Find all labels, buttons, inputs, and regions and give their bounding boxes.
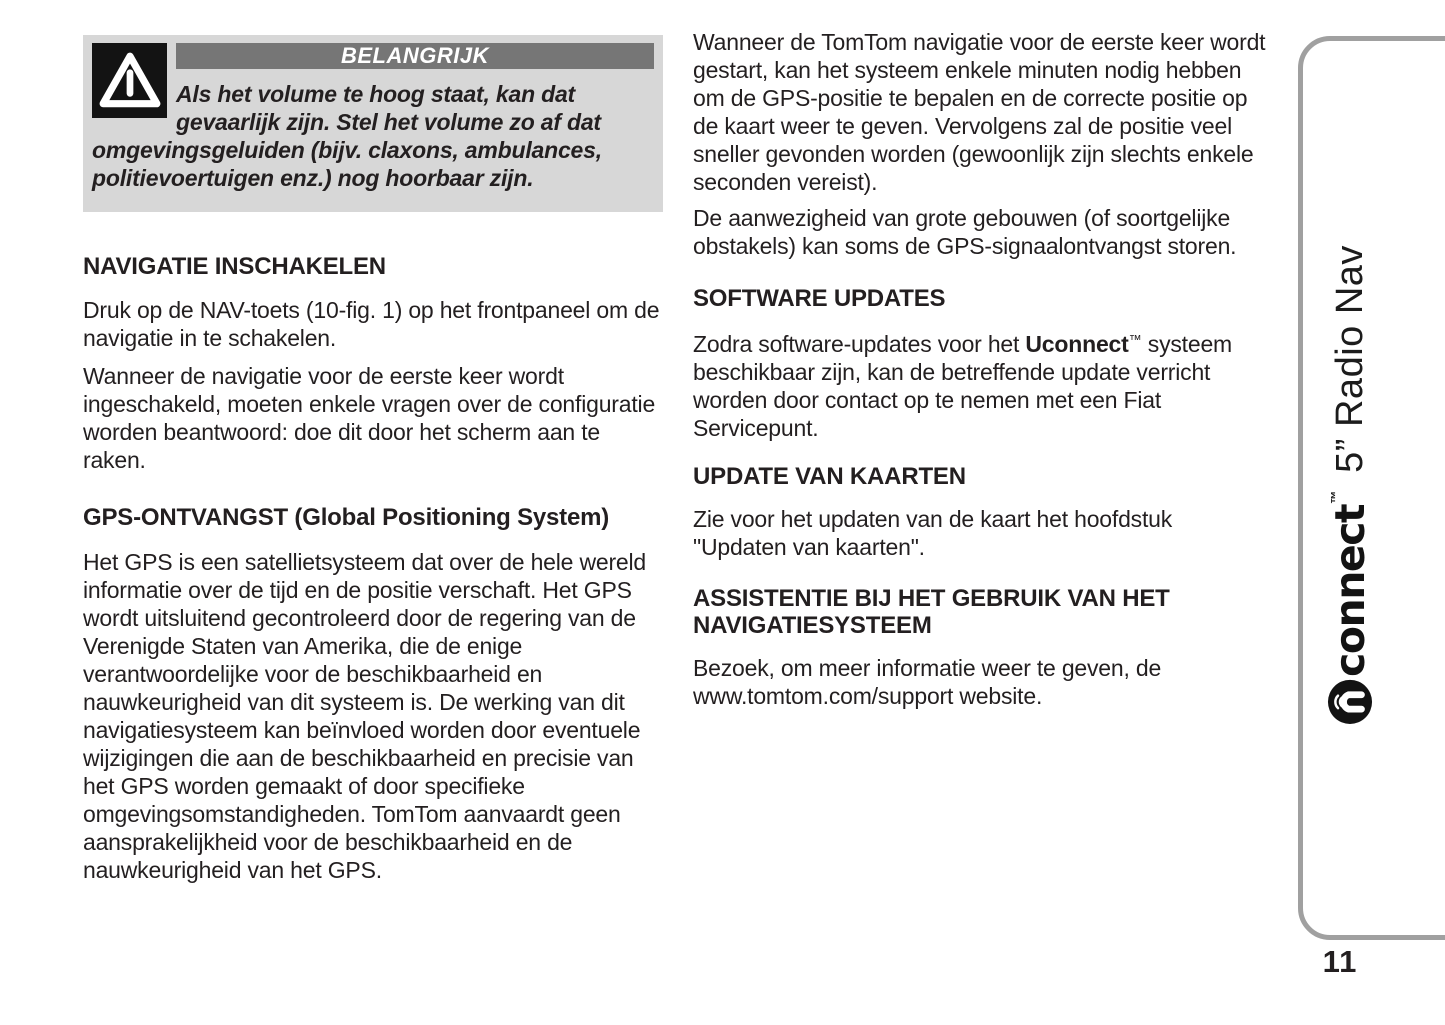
radio-nav-label: 5” Radio Nav — [1328, 245, 1371, 473]
heading-assistentie: ASSISTENTIE BIJ HET GEBRUIK VAN HET NAVIGATIESYSTEEM — [693, 585, 1170, 639]
heading-navigatie-inschakelen: NAVIGATIE INSCHAKELEN — [83, 253, 386, 280]
trademark-symbol: ™ — [1328, 490, 1343, 504]
heading-gps-ontvangst: GPS-ONTVANGST (Global Positioning System) — [83, 504, 610, 531]
right-column — [693, 28, 1271, 710]
warning-title: BELANGRIJK — [176, 43, 654, 69]
heading-software-updates: SOFTWARE UPDATES — [693, 285, 946, 312]
paragraph-nav-toets: Druk op de NAV-toets (10-fig. 1) op het frontpaneel om de navigatie in te schakelen. — [83, 297, 660, 351]
warning-triangle-icon — [92, 43, 167, 118]
uconnect-logo-icon — [1327, 679, 1373, 725]
uconnect-brand-text: Uconnect — [1025, 331, 1129, 357]
paragraph-software-updates — [693, 326, 1271, 442]
page-number: 11 — [1322, 944, 1358, 979]
paragraph-gps-uitleg: Het GPS is een satellietsysteem dat over de hele wereld informatie over de tijd en de positie verschaft. Het GPS wordt uitsluitend gecontroleerd door de regering van de Verenigde Staten van Amerika, die de enige verantwoordelijke voor de beschikbaarheid en nauwkeurigheid van dit systeem is. De werking van dit navigatiesysteem kan beïnvloed worden door eventuele wijzigingen die aan de beschikbaarheid en precisie van het GPS worden gemaakt of door specifieke omgevingsomstandigheden. TomTom aanvaardt geen aansprakelijkheid voor de beschikbaarheid en de nauwkeurigheid van het GPS. — [83, 549, 647, 883]
heading-update-van-kaarten: UPDATE VAN KAARTEN — [693, 463, 966, 490]
paragraph-eerste-keer-config: Wanneer de navigatie voor de eerste keer wordt ingeschakeld, moeten enkele vragen over de configuratie worden beantwoord: doe dit door het scherm aan te raken. — [83, 363, 656, 473]
paragraph-segment: Zodra software-updates voor het — [693, 331, 1026, 357]
uconnect-logotype: connect — [1326, 504, 1374, 677]
paragraph-assistentie-support: Bezoek, om meer informatie weer te geven, de www.tomtom.com/support website. — [693, 655, 1162, 709]
left-column — [83, 35, 663, 884]
paragraph-gebouwen-storing: De aanwezigheid van grote gebouwen (of soortgelijke obstakels) kan soms de GPS-signaalontvangst storen. — [693, 205, 1237, 259]
trademark-symbol: ™ — [1128, 332, 1142, 347]
warning-box — [83, 35, 663, 212]
paragraph-tomtom-eerste-start: Wanneer de TomTom navigatie voor de eerste keer wordt gestart, kan het systeem enkele minuten nodig hebben om de GPS-positie te bepalen en de correcte positie op de kaart weer te geven. Vervolgens zal de positie veel sneller gevonden worden (gewoonlijk zijn slechts enkele seconden vereist). — [693, 29, 1266, 195]
paragraph-updaten-kaarten: Zie voor het updaten van de kaart het hoofdstuk "Updaten van kaarten". — [693, 506, 1173, 560]
warning-body-text: Als het volume te hoog staat, kan dat gevaarlijk zijn. Stel het volume zo af dat omgevingsgeluiden (bijv. claxons, ambulances, politievoertuigen enz.) nog hoorbaar zijn. — [92, 81, 602, 191]
chapter-side-tab-label — [1326, 245, 1374, 725]
paragraph-segment: systeem beschikbaar zijn, kan de betreffende update verricht worden door contact op te nemen met een Fiat Servicepunt. — [693, 331, 1233, 441]
